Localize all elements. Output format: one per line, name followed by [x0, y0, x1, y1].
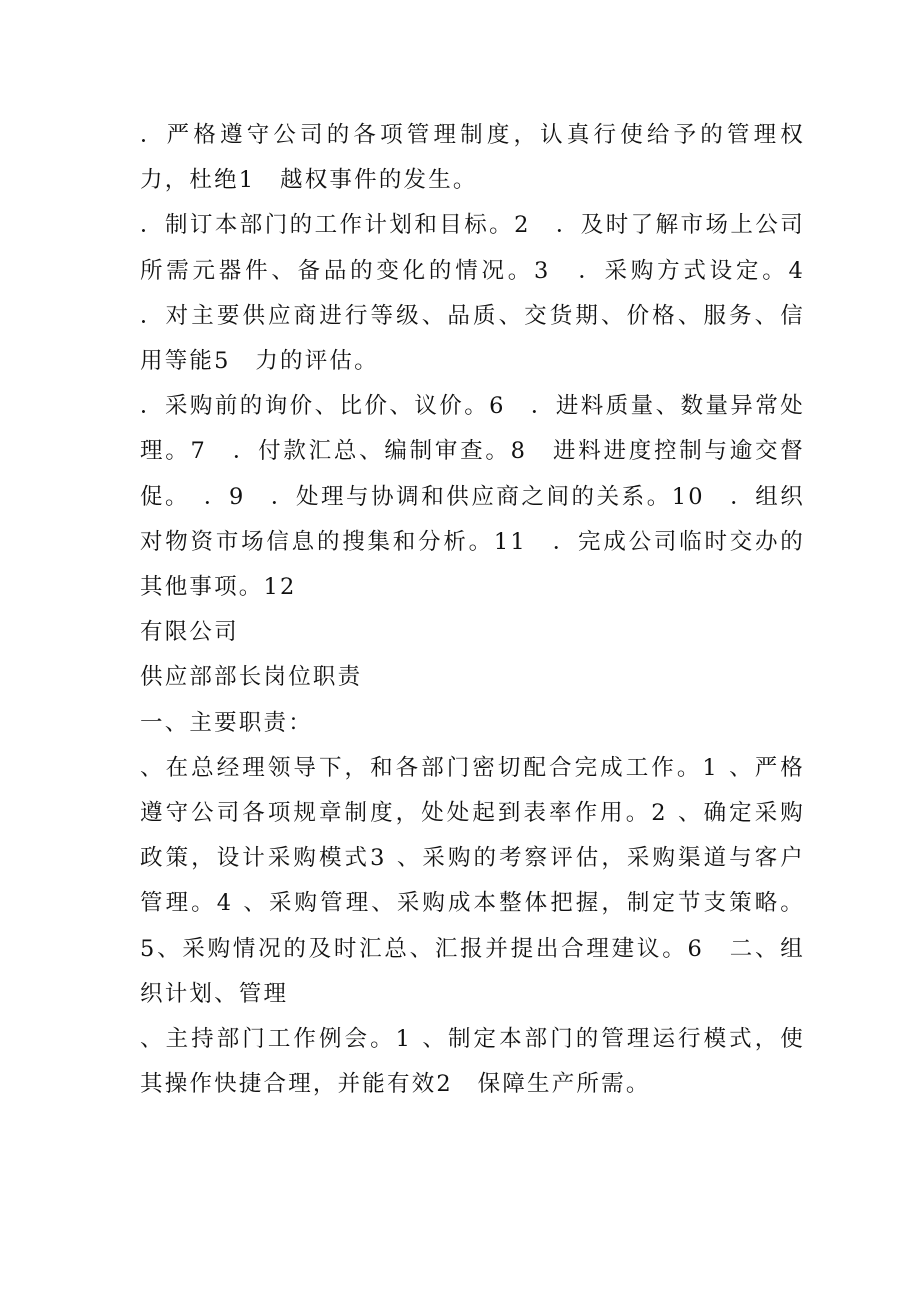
section-heading-main-duties: 一、主要职责： — [140, 709, 313, 736]
paragraph-main-duties: 、在总经理领导下，和各部门密切配合完成工作。1 、严格遵守公司各项规章制度，处处起到表率作用。2 、确定采购政策，设计采购模式3 、采购的考察评估，采购渠道与客户管理。4 、采购管理、采购成本整体把握，制定节支策略。5、采购情况的及时汇总、汇报并提出合理建议。6 二、组织计划、管理 — [140, 754, 805, 1007]
paragraph-management-rules: ．严格遵守公司的各项管理制度，认真行使给予的管理权力，杜绝1 越权事件的发生。 — [140, 122, 805, 194]
document-title: 供应部部长岗位职责 — [140, 664, 363, 691]
paragraph-work-plan: ．制订本部门的工作计划和目标。2 ．及时了解市场上公司所需元器件、备品的变化的情况。3 ．采购方式设定。4 ．对主要供应商进行等级、品质、交货期、价格、服务、信用等能5 力的评估。 — [140, 212, 830, 375]
document-body — [140, 113, 830, 1107]
paragraph-organization: 、主持部门工作例会。1 、制定本部门的管理运行模式，使其操作快捷合理，并能有效2 保障生产所需。 — [140, 1026, 805, 1098]
company-name: 有限公司 — [140, 619, 239, 646]
paragraph-procurement-tasks: ．采购前的询价、比价、议价。6 ．进料质量、数量异常处理。7 ．付款汇总、编制审查。8 进料进度控制与逾交督促。 ．9 ．处理与协调和供应商之间的关系。10 ．组织对物资市场信息的搜集和分析。11 ．完成公司临时交办的其他事项。12 — [140, 393, 805, 601]
